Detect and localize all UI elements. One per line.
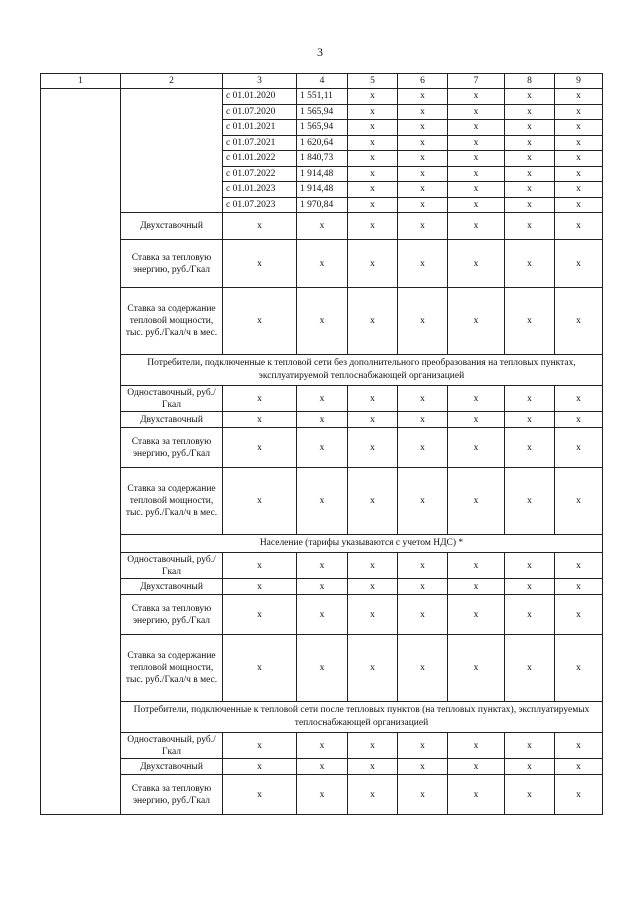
x-cell: x (505, 89, 555, 105)
x-cell: x (555, 182, 603, 198)
x-cell: x (223, 468, 297, 535)
x-cell: x (297, 468, 348, 535)
period-value: 1 551,11 (297, 89, 348, 105)
tariff-row (41, 213, 603, 240)
x-cell: x (505, 182, 555, 198)
x-cell: x (398, 288, 448, 355)
x-cell: x (555, 595, 603, 635)
tariff-label: Одноставочный, руб./Гкал (121, 553, 223, 579)
x-cell: x (448, 288, 505, 355)
x-cell: x (448, 135, 505, 151)
x-cell: x (398, 197, 448, 213)
x-cell: x (555, 135, 603, 151)
x-cell: x (555, 412, 603, 428)
x-cell: x (448, 166, 505, 182)
x-cell: x (348, 166, 398, 182)
x-cell: x (297, 553, 348, 579)
x-cell: x (555, 733, 603, 759)
x-cell: x (448, 120, 505, 136)
tariff-label: Двухставочный (121, 579, 223, 595)
x-cell: x (223, 775, 297, 815)
x-cell: x (505, 288, 555, 355)
header-cell: 1 (41, 74, 121, 89)
x-cell: x (348, 104, 398, 120)
x-cell: x (505, 759, 555, 775)
x-cell: x (505, 428, 555, 468)
x-cell: x (348, 428, 398, 468)
x-cell: x (398, 553, 448, 579)
x-cell: x (555, 579, 603, 595)
x-cell: x (348, 635, 398, 702)
period-date: с 01.01.2020 (223, 89, 297, 105)
section-title: Потребители, подключенные к тепловой сети без дополнительного преобразования на тепловых пунктах, эксплуатируемой теплоснабжающей организацией (121, 355, 603, 386)
x-cell: x (223, 595, 297, 635)
x-cell: x (348, 120, 398, 136)
x-cell: x (398, 468, 448, 535)
x-cell: x (505, 120, 555, 136)
tariff-row (41, 240, 603, 288)
period-value: 1 565,94 (297, 104, 348, 120)
tariff-row (41, 288, 603, 355)
x-cell: x (505, 240, 555, 288)
x-cell: x (348, 759, 398, 775)
x-cell: x (297, 733, 348, 759)
tariff-row (41, 579, 603, 595)
x-cell: x (505, 635, 555, 702)
x-cell: x (555, 553, 603, 579)
x-cell: x (398, 213, 448, 240)
x-cell: x (348, 386, 398, 412)
x-cell: x (297, 412, 348, 428)
x-cell: x (448, 213, 505, 240)
x-cell: x (297, 240, 348, 288)
x-cell: x (505, 553, 555, 579)
x-cell: x (223, 412, 297, 428)
x-cell: x (448, 635, 505, 702)
x-cell: x (555, 213, 603, 240)
period-date: с 01.01.2022 (223, 151, 297, 167)
tariff-row (41, 635, 603, 702)
x-cell: x (297, 428, 348, 468)
x-cell: x (448, 579, 505, 595)
x-cell: x (297, 213, 348, 240)
x-cell: x (505, 151, 555, 167)
x-cell: x (448, 151, 505, 167)
x-cell: x (448, 412, 505, 428)
x-cell: x (297, 288, 348, 355)
x-cell: x (348, 213, 398, 240)
period-value: 1 914,48 (297, 182, 348, 198)
x-cell: x (223, 288, 297, 355)
x-cell: x (505, 579, 555, 595)
header-cell: 2 (121, 74, 223, 89)
tariff-row (41, 733, 603, 759)
x-cell: x (505, 412, 555, 428)
tariff-label: Ставка за тепловую энергию, руб./Гкал (121, 775, 223, 815)
period-date: с 01.01.2023 (223, 182, 297, 198)
x-cell: x (223, 553, 297, 579)
x-cell: x (505, 775, 555, 815)
period-date: с 01.07.2020 (223, 104, 297, 120)
x-cell: x (348, 151, 398, 167)
x-cell: x (398, 166, 448, 182)
period-date: с 01.07.2021 (223, 135, 297, 151)
period-value: 1 840,73 (297, 151, 348, 167)
x-cell: x (348, 553, 398, 579)
header-cell: 5 (348, 74, 398, 89)
x-cell: x (505, 386, 555, 412)
x-cell: x (505, 197, 555, 213)
x-cell: x (448, 386, 505, 412)
x-cell: x (555, 89, 603, 105)
x-cell: x (448, 182, 505, 198)
period-row (41, 89, 603, 105)
x-cell: x (398, 104, 448, 120)
header-cell: 9 (555, 74, 603, 89)
section-title: Потребители, подключенные к тепловой сети после тепловых пунктов (на тепловых пунктах), эксплуатируемых теплоснабжающей организацией (121, 702, 603, 733)
tariff-label: Двухставочный (121, 759, 223, 775)
header-cell: 3 (223, 74, 297, 89)
section-row (41, 535, 603, 553)
col1-merged-cell (41, 89, 121, 815)
x-cell: x (448, 104, 505, 120)
x-cell: x (398, 412, 448, 428)
page-number: 3 (317, 45, 323, 59)
x-cell: x (297, 759, 348, 775)
x-cell: x (297, 386, 348, 412)
x-cell: x (398, 428, 448, 468)
period-date: с 01.01.2021 (223, 120, 297, 136)
x-cell: x (348, 412, 398, 428)
tariff-row (41, 412, 603, 428)
tariff-label: Ставка за тепловую энергию, руб./Гкал (121, 240, 223, 288)
x-cell: x (555, 120, 603, 136)
x-cell: x (348, 89, 398, 105)
x-cell: x (223, 635, 297, 702)
x-cell: x (348, 595, 398, 635)
x-cell: x (348, 240, 398, 288)
x-cell: x (398, 120, 448, 136)
x-cell: x (223, 759, 297, 775)
x-cell: x (448, 759, 505, 775)
x-cell: x (398, 579, 448, 595)
x-cell: x (223, 733, 297, 759)
x-cell: x (555, 240, 603, 288)
x-cell: x (555, 468, 603, 535)
x-cell: x (223, 428, 297, 468)
tariff-label: Двухставочный (121, 412, 223, 428)
x-cell: x (398, 89, 448, 105)
col2-merged-cell (121, 89, 223, 213)
x-cell: x (348, 468, 398, 535)
x-cell: x (348, 197, 398, 213)
x-cell: x (448, 468, 505, 535)
x-cell: x (223, 240, 297, 288)
x-cell: x (398, 635, 448, 702)
tariff-row (41, 386, 603, 412)
x-cell: x (398, 182, 448, 198)
header-cell: 8 (505, 74, 555, 89)
x-cell: x (398, 240, 448, 288)
x-cell: x (348, 135, 398, 151)
section-title: Население (тарифы указываются с учетом НДС) * (121, 535, 603, 553)
x-cell: x (505, 135, 555, 151)
period-value: 1 620,64 (297, 135, 348, 151)
x-cell: x (398, 151, 448, 167)
x-cell: x (448, 197, 505, 213)
tariff-row (41, 595, 603, 635)
section-row (41, 702, 603, 733)
x-cell: x (555, 635, 603, 702)
tariff-label: Одноставочный, руб./Гкал (121, 386, 223, 412)
x-cell: x (398, 775, 448, 815)
x-cell: x (398, 595, 448, 635)
x-cell: x (223, 213, 297, 240)
tariff-table (40, 73, 603, 815)
x-cell: x (398, 759, 448, 775)
tariff-row (41, 759, 603, 775)
x-cell: x (505, 595, 555, 635)
x-cell: x (555, 386, 603, 412)
x-cell: x (348, 733, 398, 759)
x-cell: x (348, 775, 398, 815)
tariff-label: Ставка за тепловую энергию, руб./Гкал (121, 595, 223, 635)
x-cell: x (555, 759, 603, 775)
tariff-row (41, 428, 603, 468)
x-cell: x (555, 166, 603, 182)
period-date: с 01.07.2022 (223, 166, 297, 182)
period-date: с 01.07.2023 (223, 197, 297, 213)
x-cell: x (398, 386, 448, 412)
x-cell: x (505, 166, 555, 182)
x-cell: x (448, 240, 505, 288)
x-cell: x (505, 213, 555, 240)
x-cell: x (448, 733, 505, 759)
x-cell: x (448, 595, 505, 635)
x-cell: x (505, 733, 555, 759)
x-cell: x (505, 468, 555, 535)
period-value: 1 970,84 (297, 197, 348, 213)
tariff-row (41, 468, 603, 535)
x-cell: x (448, 89, 505, 105)
tariff-label: Ставка за содержание тепловой мощности, тыс. руб./Гкал/ч в мес. (121, 288, 223, 355)
tariff-row (41, 553, 603, 579)
tariff-label: Двухставочный (121, 213, 223, 240)
tariff-label: Ставка за содержание тепловой мощности, тыс. руб./Гкал/ч в мес. (121, 468, 223, 535)
x-cell: x (555, 197, 603, 213)
header-cell: 7 (448, 74, 505, 89)
x-cell: x (555, 104, 603, 120)
tariff-label: Одноставочный, руб./Гкал (121, 733, 223, 759)
x-cell: x (223, 386, 297, 412)
tariff-label: Ставка за содержание тепловой мощности, тыс. руб./Гкал/ч в мес. (121, 635, 223, 702)
x-cell: x (448, 553, 505, 579)
tariff-row (41, 775, 603, 815)
x-cell: x (555, 151, 603, 167)
x-cell: x (297, 595, 348, 635)
period-value: 1 914,48 (297, 166, 348, 182)
tariff-label: Ставка за тепловую энергию, руб./Гкал (121, 428, 223, 468)
x-cell: x (448, 428, 505, 468)
period-value: 1 565,94 (297, 120, 348, 136)
x-cell: x (348, 579, 398, 595)
x-cell: x (348, 182, 398, 198)
x-cell: x (398, 733, 448, 759)
x-cell: x (448, 775, 505, 815)
x-cell: x (297, 635, 348, 702)
header-cell: 4 (297, 74, 348, 89)
x-cell: x (555, 428, 603, 468)
x-cell: x (555, 288, 603, 355)
header-row (41, 74, 603, 89)
x-cell: x (297, 579, 348, 595)
x-cell: x (505, 104, 555, 120)
x-cell: x (398, 135, 448, 151)
x-cell: x (555, 775, 603, 815)
section-row (41, 355, 603, 386)
x-cell: x (223, 579, 297, 595)
header-cell: 6 (398, 74, 448, 89)
x-cell: x (348, 288, 398, 355)
x-cell: x (297, 775, 348, 815)
